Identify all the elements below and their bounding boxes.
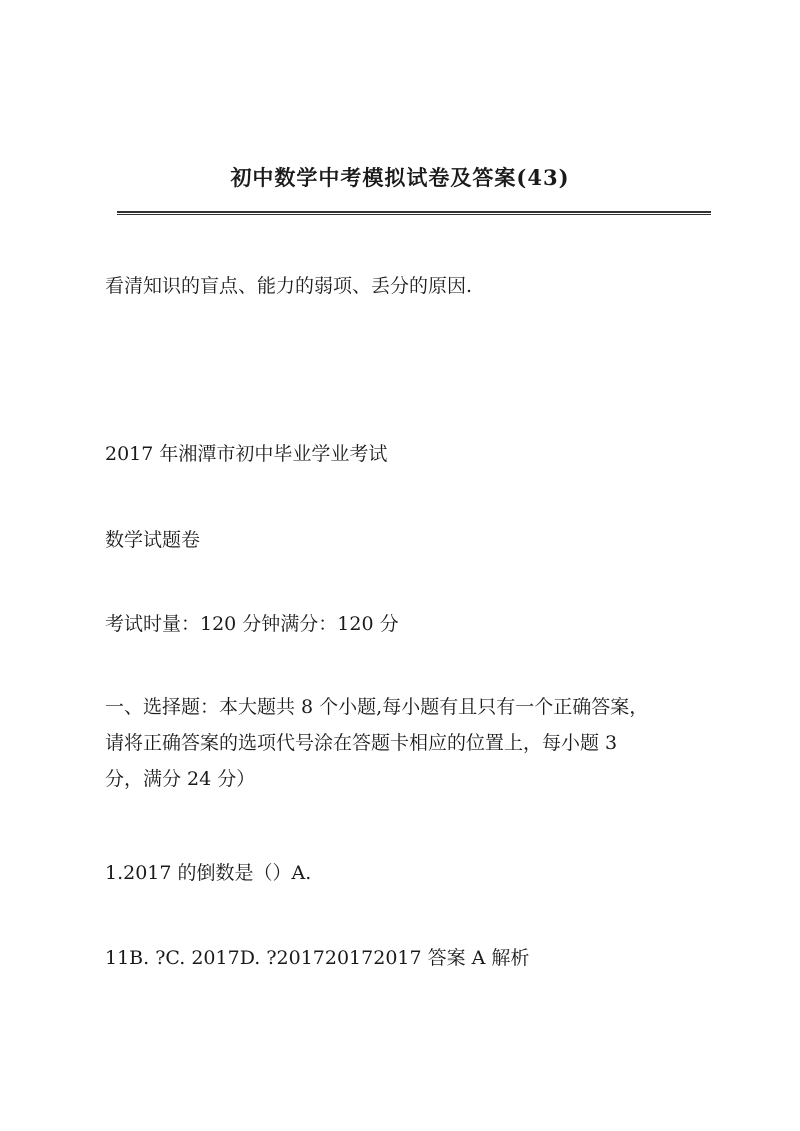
section-one-line: 请将正确答案的选项代号涂在答题卡相应的位置上，每小题 3 bbox=[105, 732, 618, 754]
section-one-line: 分，满分 24 分） bbox=[105, 768, 256, 790]
question-1-options: 11B. ?C. 2017D. ?201720172017 答案 A 解析 bbox=[105, 947, 530, 969]
section-one-line: 一、选择题：本大题共 8 个小题,每小题有且只有一个正确答案， bbox=[105, 696, 649, 718]
exam-name: 2017 年湘潭市初中毕业学业考试 bbox=[105, 443, 388, 465]
section-one-instructions bbox=[105, 689, 725, 797]
title-divider bbox=[117, 211, 711, 215]
intro-text: 看清知识的盲点、能力的弱项、丢分的原因. bbox=[105, 275, 473, 297]
exam-info: 考试时量：120 分钟满分：120 分 bbox=[105, 613, 399, 635]
question-1: 1.2017 的倒数是（）A. bbox=[105, 862, 312, 884]
paper-name: 数学试题卷 bbox=[105, 529, 201, 551]
page-title: 初中数学中考模拟试卷及答案(43) bbox=[230, 165, 570, 190]
